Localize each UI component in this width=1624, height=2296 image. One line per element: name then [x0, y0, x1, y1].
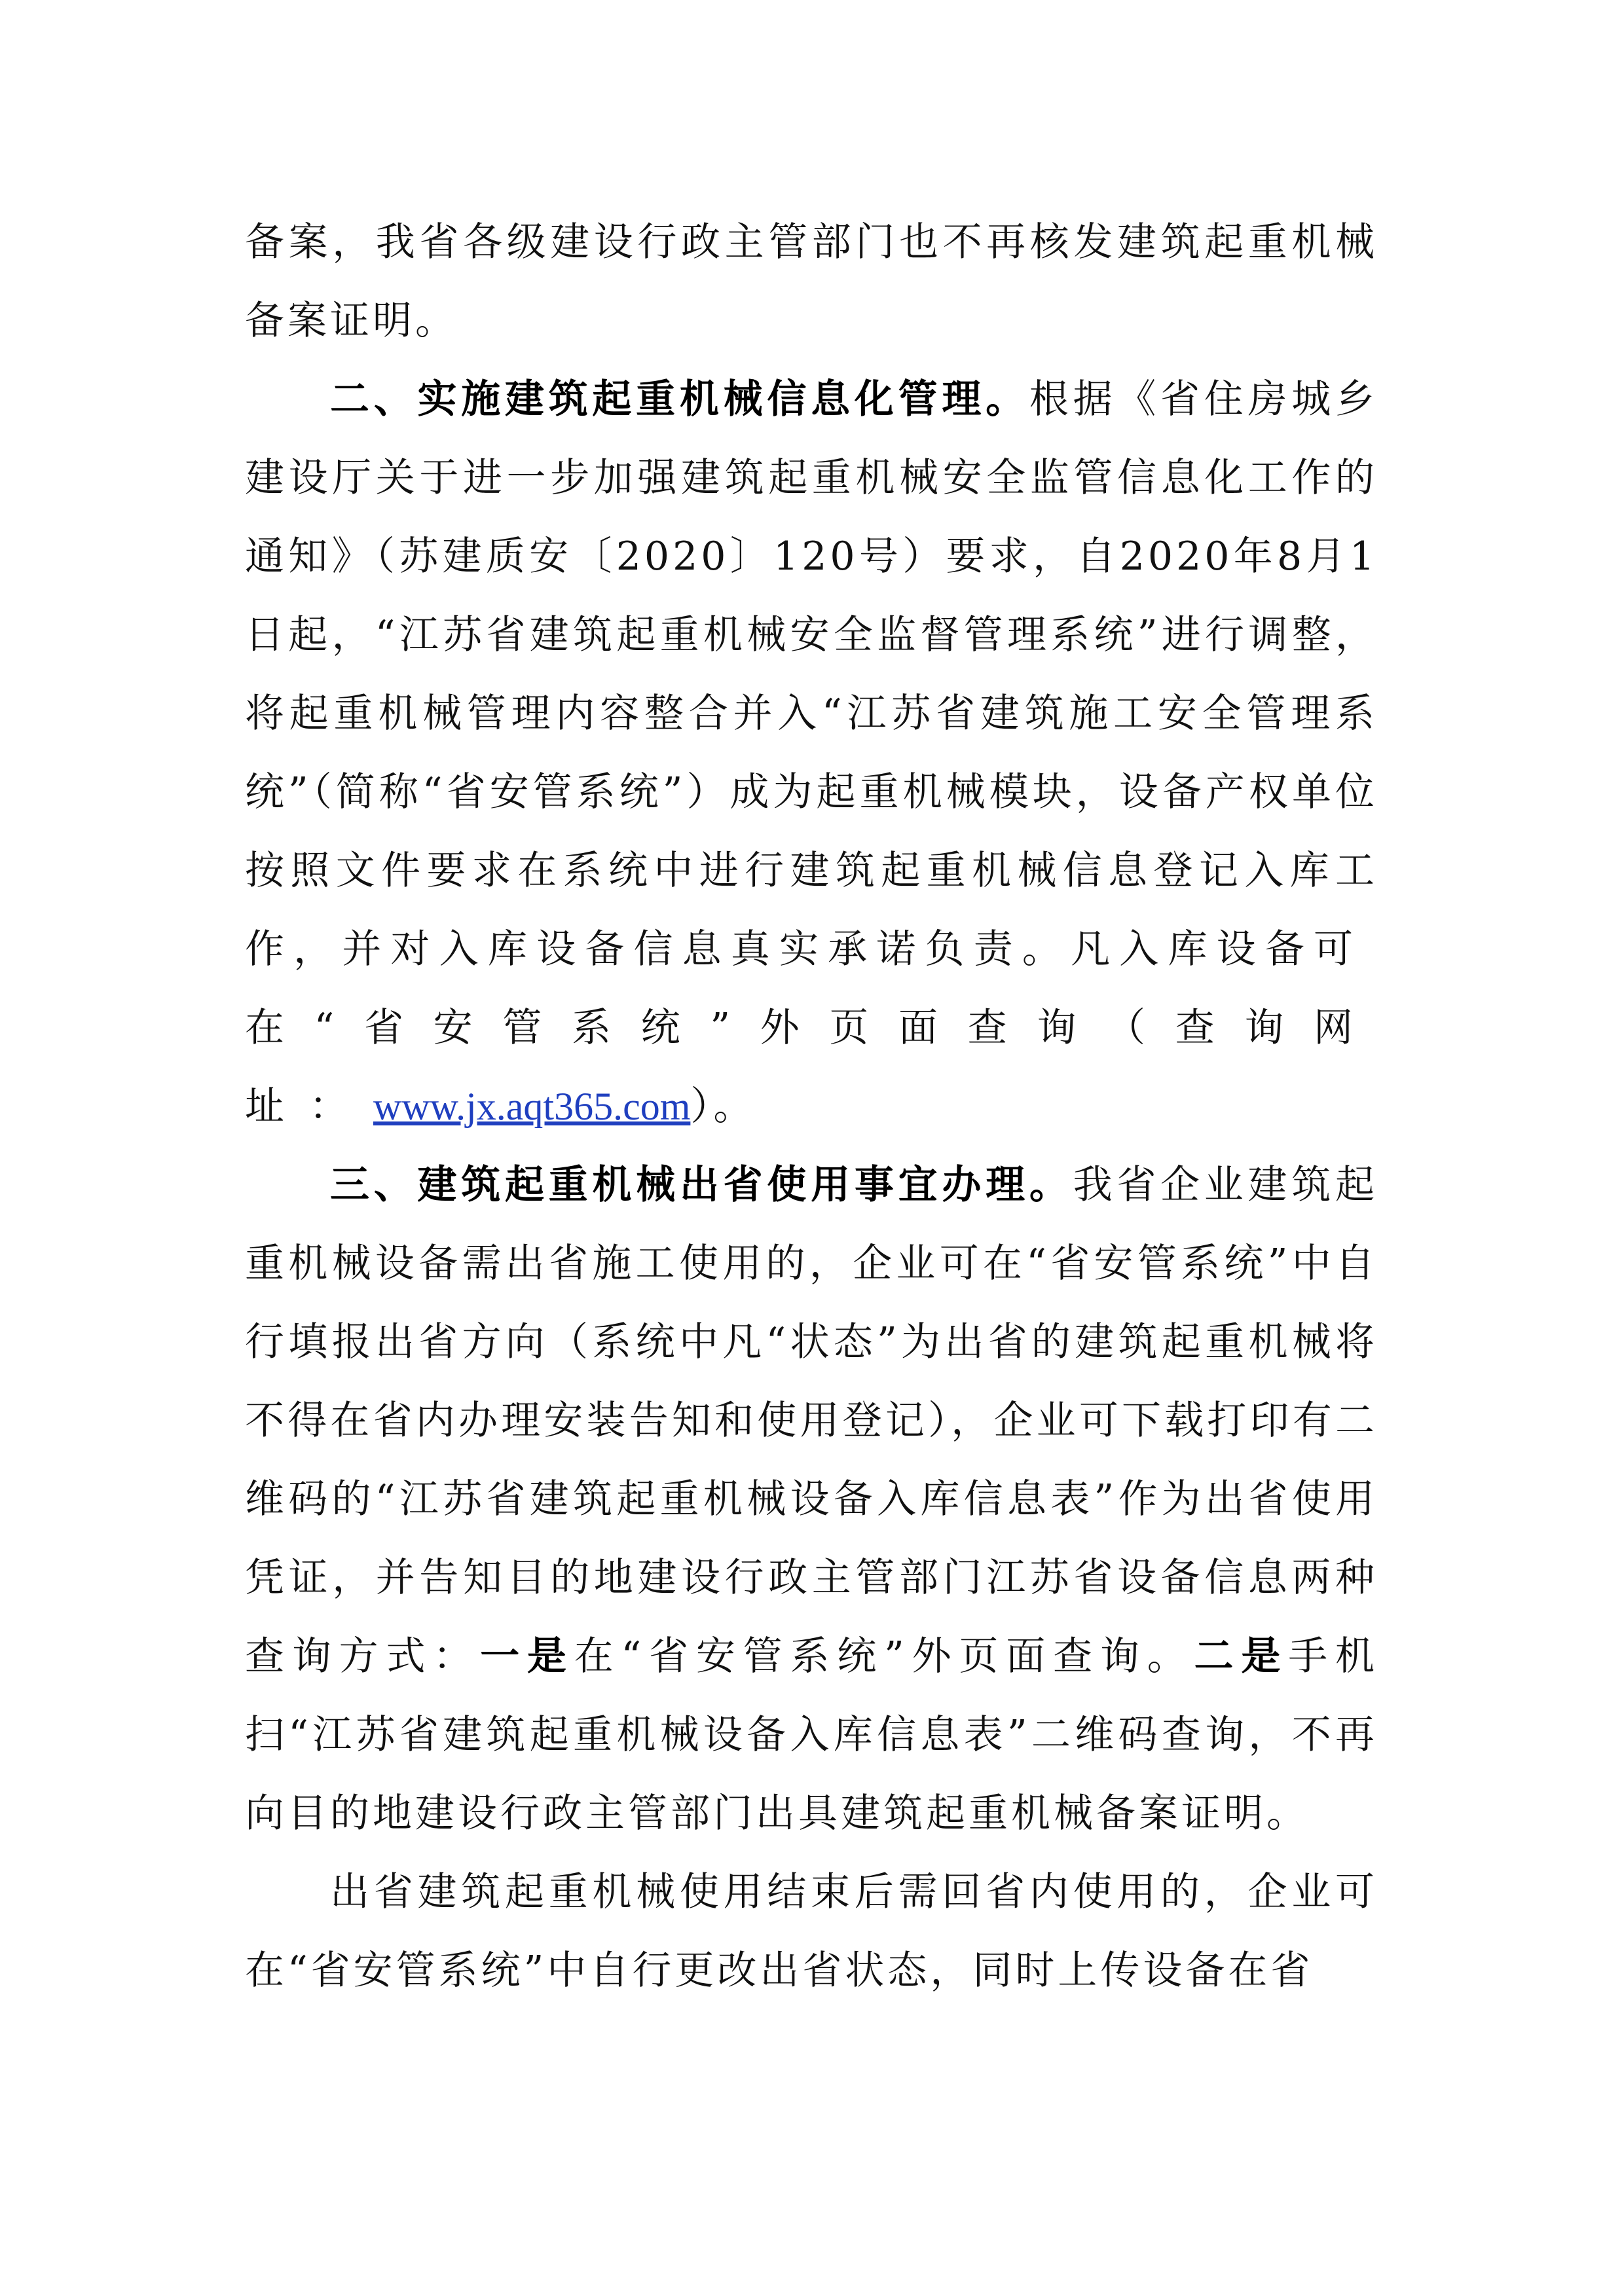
- section-heading-3: 三、建筑起重机械出省使用事宜办理。: [330, 1162, 1073, 1208]
- paragraph-text-spread: 可在“省安管系统”外页面查询（查询网址：: [245, 926, 1378, 1129]
- section-heading-2: 二、实施建筑起重机械信息化管理。: [330, 376, 1029, 422]
- paragraph-text: 我省企业建筑起重机械设备需出省施工使用的，企业可在“省安管系统”中自行填报出省方向（系统中凡“状态”为出省的建筑起重机械将不得在省内办理安装告知和使用登记），企业可下载打印有二维码的“江苏省建筑起重机械设备入库信息表”作为出省使用凭证，并告知目的地建设行政主管部门江苏省设备信息两种查询方式：: [245, 1162, 1378, 1679]
- paragraph-text: 根据《省住房城乡建设厅关于进一步加强建筑起重机械安全监管信息化工作的通知》（苏建质安〔2020〕120号）要求，自2020年8月1日起，“江苏省建筑起重机械安全监督管理系统”进行调整，将起重机械管理内容整合并入“江苏省建筑施工安全管理系统”（简称“省安管系统”）成为起重机械模块，设备产权单位按照文件要求在系统中进行建筑起重机械信息登记入库工作，并对入库设备信息真实承诺负责。凡入库设备: [245, 376, 1378, 972]
- bold-marker-second: 二是: [1194, 1633, 1289, 1679]
- paragraph-continuation: [245, 203, 1378, 360]
- paragraph-text: 在“省安管系统”外页面查询。: [574, 1633, 1194, 1679]
- paragraph-text: 手机扫“江苏省建筑起重机械设备入库信息表”二维码查询，不再向目的地建设行政主管部门出具建筑起重机械备案证明。: [245, 1633, 1378, 1836]
- document-body: [245, 203, 1378, 2010]
- paragraph-text: 出省建筑起重机械使用结束后需回省内使用的，企业可在“省安管系统”中自行更改出省状态，同时上传设备在省: [245, 1869, 1378, 1994]
- paragraph-section-3: [245, 1146, 1378, 1853]
- paragraph-return-province: [245, 1853, 1378, 2010]
- paragraph-section-2: [245, 360, 1378, 1146]
- paragraph-text: 备案，我省各级建设行政主管部门也不再核发建筑起重机械备案证明。: [245, 219, 1378, 344]
- paragraph-text: ）。: [690, 1084, 756, 1129]
- query-website-link[interactable]: www.jx.aqt365.com: [373, 1085, 691, 1128]
- bold-marker-first: 一是: [480, 1633, 574, 1679]
